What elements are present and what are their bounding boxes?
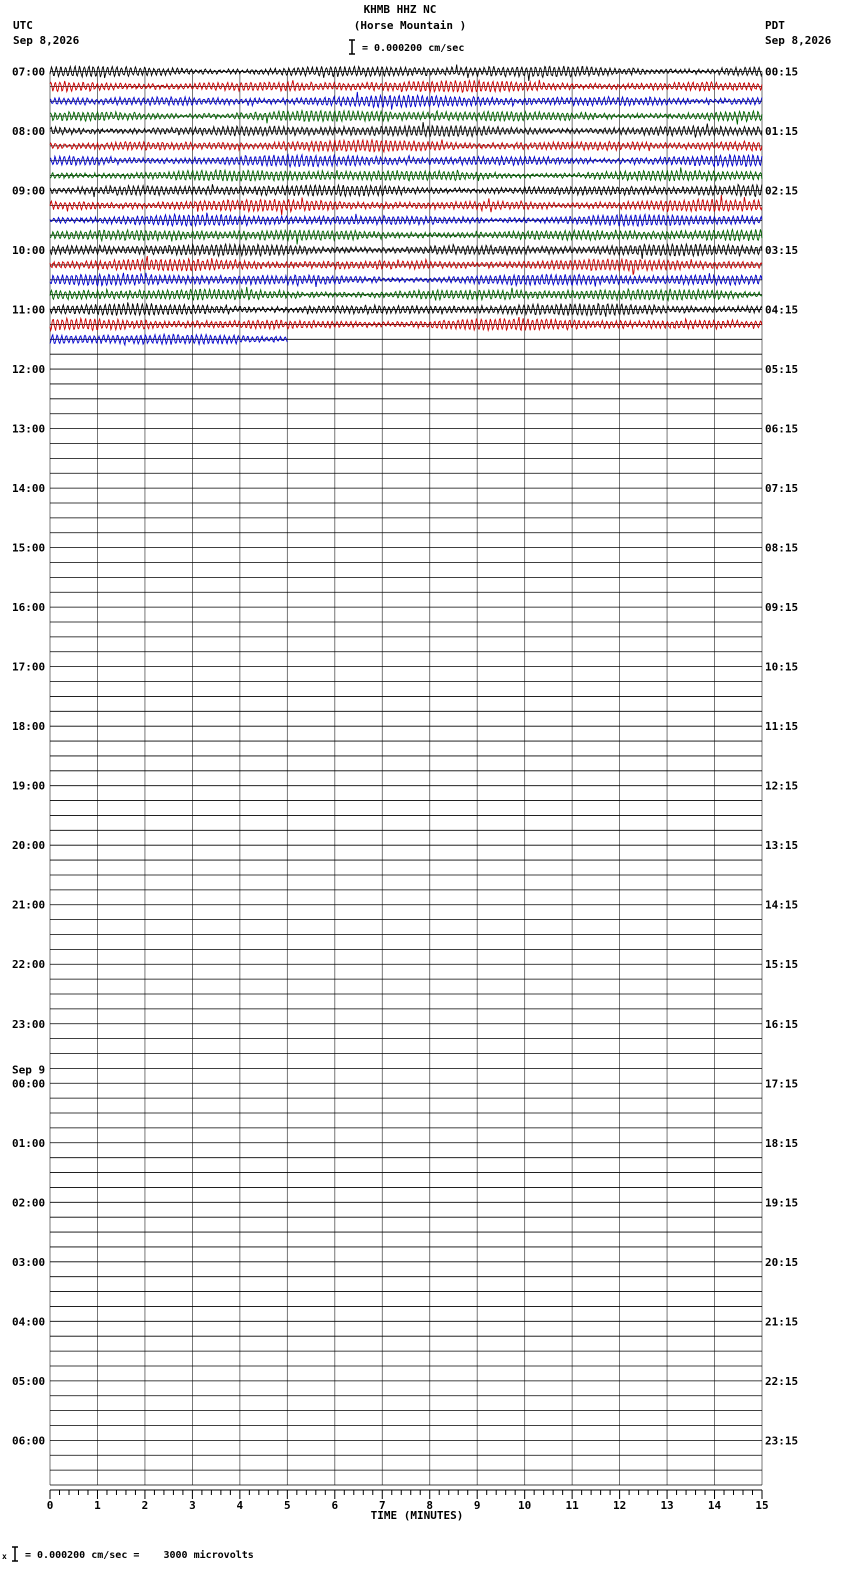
utc-hour-label: 22:00 [12, 958, 46, 972]
pdt-hour-label: 22:15 [765, 1374, 799, 1388]
utc-hour-label: 23:00 [12, 1017, 46, 1031]
x-tick-label: 7 [378, 1499, 386, 1512]
right-timezone: PDT [765, 19, 785, 32]
x-tick-label: 3 [189, 1499, 196, 1512]
pdt-hour-label: 19:15 [765, 1196, 799, 1210]
utc-hour-label: 01:00 [12, 1136, 46, 1150]
utc-hour-label: 19:00 [12, 779, 46, 793]
seismic-trace [50, 244, 762, 259]
seismic-trace [50, 92, 762, 110]
pdt-hour-label: 10:15 [765, 660, 799, 674]
utc-hour-label: 10:00 [12, 244, 46, 258]
pdt-hour-label: 04:15 [765, 303, 799, 317]
seismic-trace [50, 140, 762, 153]
pdt-hour-label: 02:15 [765, 184, 799, 198]
seismic-trace [50, 256, 762, 275]
x-tick-label: 11 [565, 1499, 579, 1512]
x-tick-label: 10 [518, 1499, 532, 1512]
date-change-label: Sep 9 [12, 1063, 46, 1077]
pdt-hour-label: 07:15 [765, 482, 799, 496]
x-tick-label: 8 [426, 1499, 434, 1512]
pdt-hour-label: 06:15 [765, 422, 799, 436]
utc-hour-label: 16:00 [12, 601, 46, 615]
pdt-hour-label: 01:15 [765, 125, 799, 139]
utc-hour-label: 07:00 [12, 65, 46, 79]
pdt-hour-label: 17:15 [765, 1077, 799, 1091]
x-tick-label: 0 [46, 1499, 54, 1512]
left-date: Sep 8,2026 [13, 34, 80, 47]
pdt-hour-label: 11:15 [765, 720, 799, 734]
x-axis-label: TIME (MINUTES) [370, 1509, 464, 1522]
x-tick-label: 2 [141, 1499, 149, 1512]
seismic-trace [50, 287, 762, 301]
pdt-hour-label: 16:15 [765, 1017, 799, 1031]
utc-hour-label: 00:00 [12, 1077, 46, 1091]
footer-scale-icon [9, 1545, 21, 1563]
utc-hour-label: 05:00 [12, 1374, 46, 1388]
x-tick-label: 5 [284, 1499, 291, 1512]
x-tick-label: 1 [94, 1499, 101, 1512]
seismic-trace [50, 167, 762, 181]
seismic-trace [50, 122, 762, 137]
pdt-hour-label: 20:15 [765, 1255, 799, 1269]
utc-hour-label: 03:00 [12, 1255, 46, 1269]
footer-marker: x [2, 1552, 7, 1561]
pdt-hour-label: 12:15 [765, 779, 799, 793]
pdt-hour-label: 00:15 [765, 65, 799, 79]
pdt-hour-label: 18:15 [765, 1136, 799, 1150]
utc-hour-label: 14:00 [12, 482, 46, 496]
x-tick-label: 9 [473, 1499, 481, 1512]
utc-hour-label: 18:00 [12, 720, 46, 734]
x-tick-label: 13 [660, 1499, 674, 1512]
scale-label: = 0.000200 cm/sec [362, 43, 465, 54]
utc-hour-label: 04:00 [12, 1315, 46, 1329]
right-date: Sep 8,2026 [765, 34, 832, 47]
pdt-hour-label: 09:15 [765, 601, 799, 615]
footer-scale-text: = 0.000200 cm/sec = 3000 microvolts [25, 1550, 254, 1561]
utc-hour-label: 13:00 [12, 422, 46, 436]
x-tick-label: 4 [236, 1499, 244, 1512]
x-tick-label: 14 [707, 1499, 722, 1512]
pdt-hour-label: 23:15 [765, 1434, 799, 1448]
pdt-hour-label: 08:15 [765, 541, 799, 555]
seismic-trace [50, 65, 762, 81]
seismic-trace [50, 229, 762, 244]
pdt-hour-label: 21:15 [765, 1315, 799, 1329]
x-tick-label: 15 [755, 1499, 769, 1512]
pdt-hour-label: 13:15 [765, 839, 799, 853]
utc-hour-label: 17:00 [12, 660, 46, 674]
utc-hour-label: 02:00 [12, 1196, 46, 1210]
x-tick-label: 6 [331, 1499, 339, 1512]
seismic-trace [50, 213, 762, 227]
left-timezone: UTC [13, 19, 33, 32]
pdt-hour-label: 03:15 [765, 244, 799, 258]
utc-hour-label: 21:00 [12, 898, 46, 912]
seismic-trace [50, 111, 762, 125]
pdt-hour-label: 14:15 [765, 898, 799, 912]
utc-hour-label: 12:00 [12, 363, 46, 377]
utc-hour-label: 06:00 [12, 1434, 46, 1448]
station-title: KHMB HHZ NC [363, 3, 437, 16]
utc-hour-label: 09:00 [12, 184, 46, 198]
seismic-trace [50, 195, 762, 215]
seismic-trace [50, 317, 762, 331]
pdt-hour-label: 15:15 [765, 958, 799, 972]
utc-hour-label: 11:00 [12, 303, 46, 317]
utc-hour-label: 15:00 [12, 541, 46, 555]
pdt-hour-label: 05:15 [765, 363, 799, 377]
utc-hour-label: 08:00 [12, 125, 46, 139]
station-location: (Horse Mountain ) [353, 19, 467, 32]
x-tick-label: 12 [612, 1499, 627, 1512]
utc-hour-label: 20:00 [12, 839, 46, 853]
